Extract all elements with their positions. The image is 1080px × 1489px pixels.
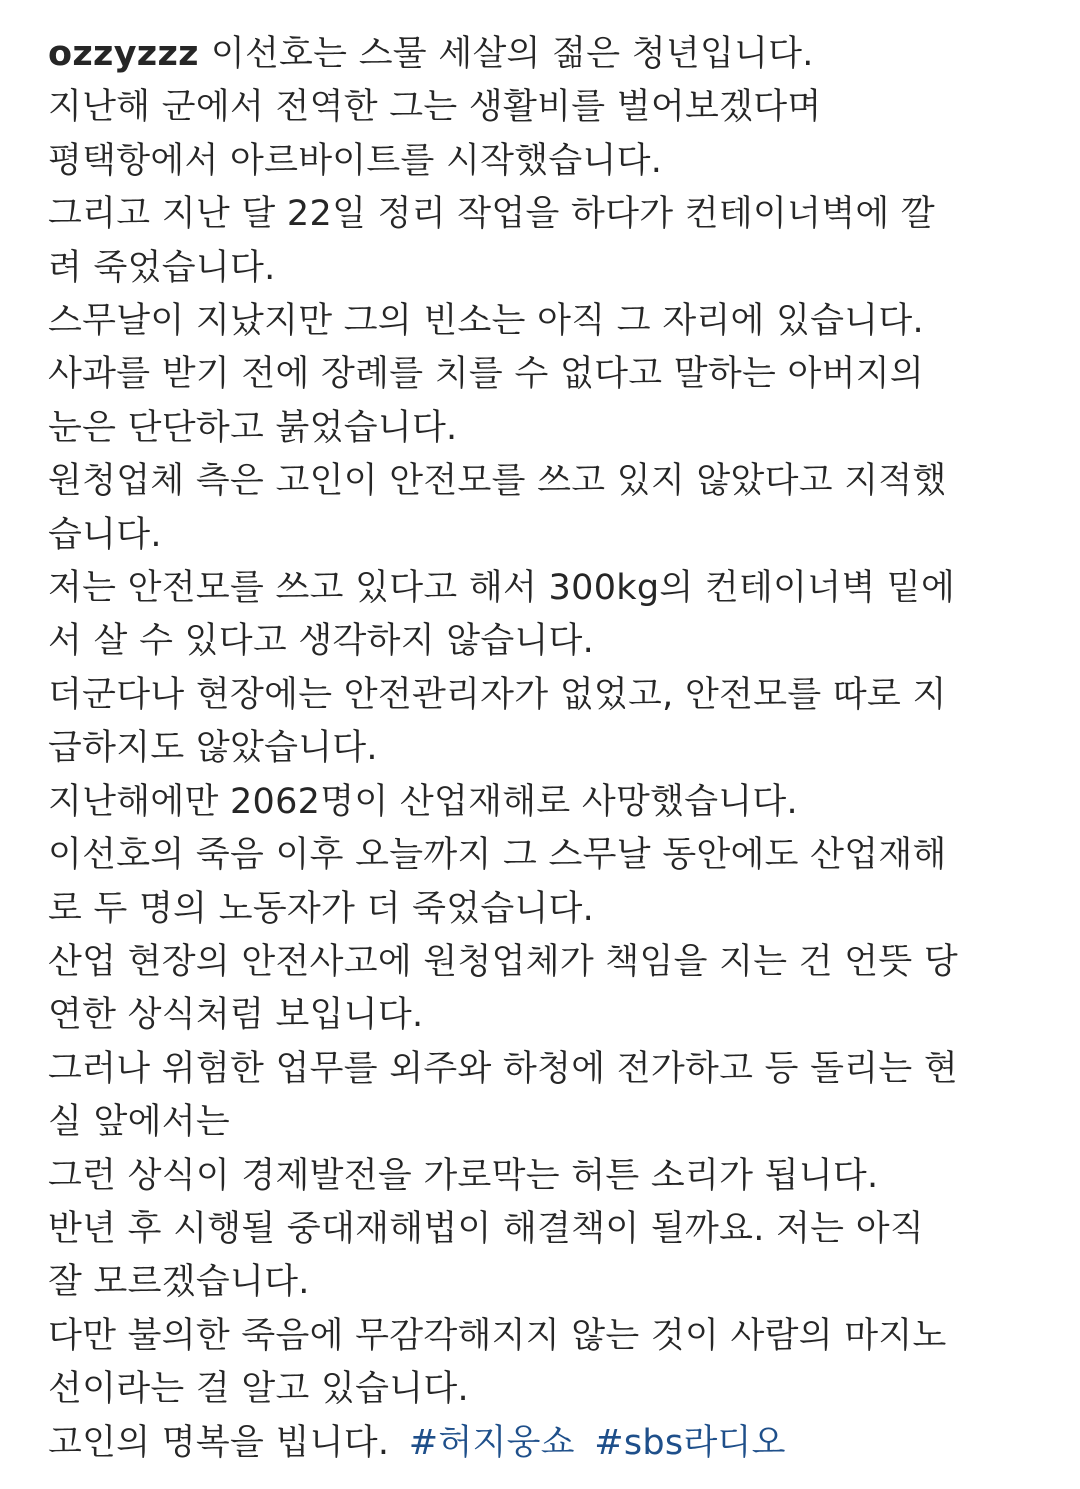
caption-line: 그런 상식이 경제발전을 가로막는 허튼 소리가 됩니다. <box>48 1155 879 1196</box>
hashtag-link[interactable]: #허지웅쇼 <box>408 1422 575 1463</box>
caption-line: 원청업체 측은 고인이 안전모를 쓰고 있지 않았다고 지적했 <box>48 461 947 502</box>
caption-last-line <box>48 1417 1048 1470</box>
caption-line: 그러나 위험한 업무를 외주와 하청에 전가하고 등 돌리는 현 <box>48 1048 959 1089</box>
caption-line: 반년 후 시행될 중대재해법이 해결책이 될까요. 저는 아직 <box>48 1208 924 1249</box>
caption-line: 잘 모르겠습니다. <box>48 1262 310 1303</box>
caption-line: 스무날이 지났지만 그의 빈소는 아직 그 자리에 있습니다. <box>48 301 924 342</box>
caption-line: 습니다. <box>48 514 162 555</box>
caption-line: 산업 현장의 안전사고에 원청업체가 책임을 지는 건 언뜻 당 <box>48 941 959 982</box>
caption-line: 더군다나 현장에는 안전관리자가 없었고, 안전모를 따로 지 <box>48 674 947 715</box>
username-link[interactable]: ozzyzzz <box>48 34 199 74</box>
caption-line: 그리고 지난 달 22일 정리 작업을 하다가 컨테이너벽에 깔 <box>48 194 935 235</box>
caption-line: 실 앞에서는 <box>48 1102 230 1143</box>
caption-line: 이선호의 죽음 이후 오늘까지 그 스무날 동안에도 산업재해 <box>48 835 947 876</box>
hashtag-link[interactable]: #sbs라디오 <box>594 1422 786 1463</box>
caption-line: 지난해에만 2062명이 산업재해로 사망했습니다. <box>48 781 798 822</box>
caption-text: 이선호는 스물 세살의 젊은 청년입니다. <box>210 34 814 74</box>
caption-line: 로 두 명의 노동자가 더 죽었습니다. <box>48 888 595 929</box>
caption-line: 선이라는 걸 알고 있습니다. <box>48 1369 469 1410</box>
caption-line: 저는 안전모를 쓰고 있다고 해서 300kg의 컨테이너벽 밑에 <box>48 568 956 609</box>
caption-line: 연한 상식처럼 보입니다. <box>48 995 424 1036</box>
caption-line: 평택항에서 아르바이트를 시작했습니다. <box>48 140 663 181</box>
caption-line: 급하지도 않았습니다. <box>48 728 378 769</box>
caption-line: 서 살 수 있다고 생각하지 않습니다. <box>48 621 595 662</box>
caption-line: 사과를 받기 전에 장례를 치를 수 없다고 말하는 아버지의 <box>48 354 924 395</box>
caption-line-1 <box>48 28 1048 81</box>
caption-line: 다만 불의한 죽음에 무감각해지지 않는 것이 사람의 마지노 <box>48 1315 947 1356</box>
caption-line: 지난해 군에서 전역한 그는 생활비를 벌어보겠다며 <box>48 87 822 128</box>
caption-line: 려 죽었습니다. <box>48 247 276 288</box>
caption-text: 고인의 명복을 빕니다. <box>48 1422 390 1463</box>
caption-line: 눈은 단단하고 붉었습니다. <box>48 407 458 448</box>
post-caption <box>48 28 1048 1470</box>
